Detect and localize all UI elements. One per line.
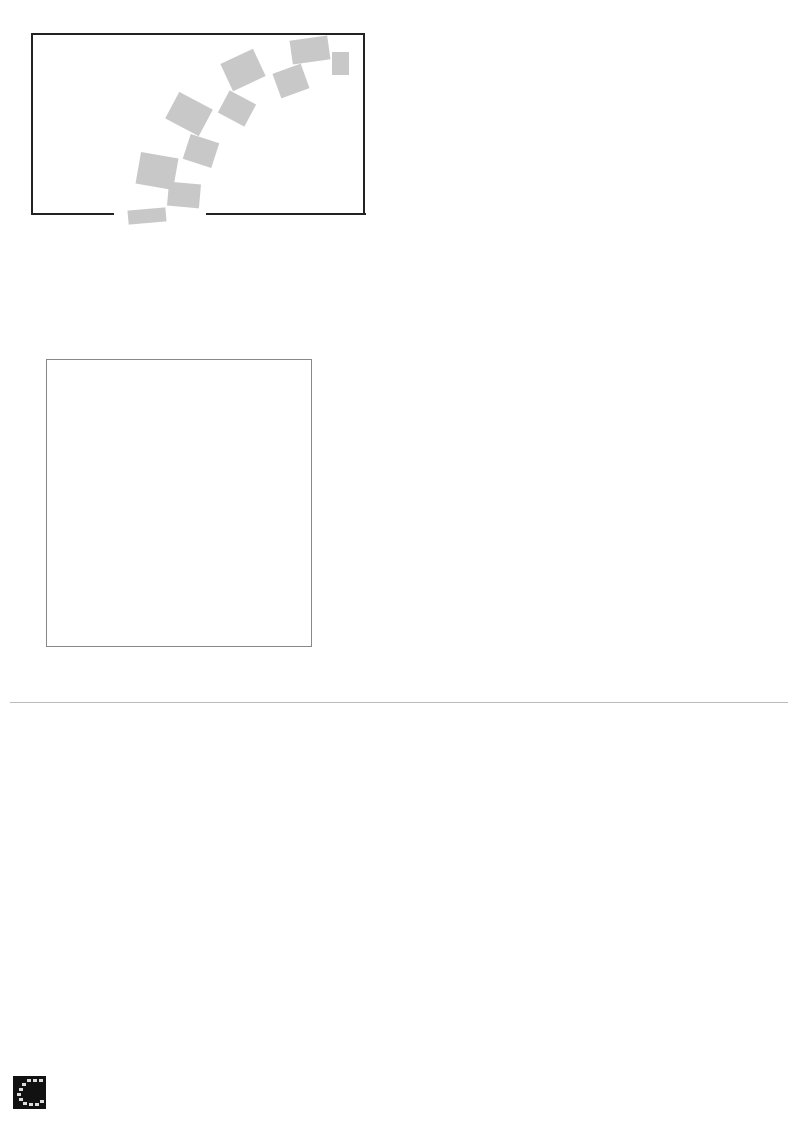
classification-header-row xyxy=(437,437,788,453)
laptime-chart xyxy=(46,359,312,647)
logo-box-border xyxy=(31,213,114,215)
header-pn xyxy=(437,437,475,453)
header-laptime xyxy=(688,437,788,453)
logo-box-border xyxy=(206,213,366,215)
footer-logo-icon xyxy=(13,1076,46,1109)
classification-table xyxy=(437,437,788,453)
header-lap xyxy=(648,437,688,453)
header-kt xyxy=(475,437,507,453)
header-driver xyxy=(507,437,648,453)
divider-line xyxy=(10,702,788,703)
